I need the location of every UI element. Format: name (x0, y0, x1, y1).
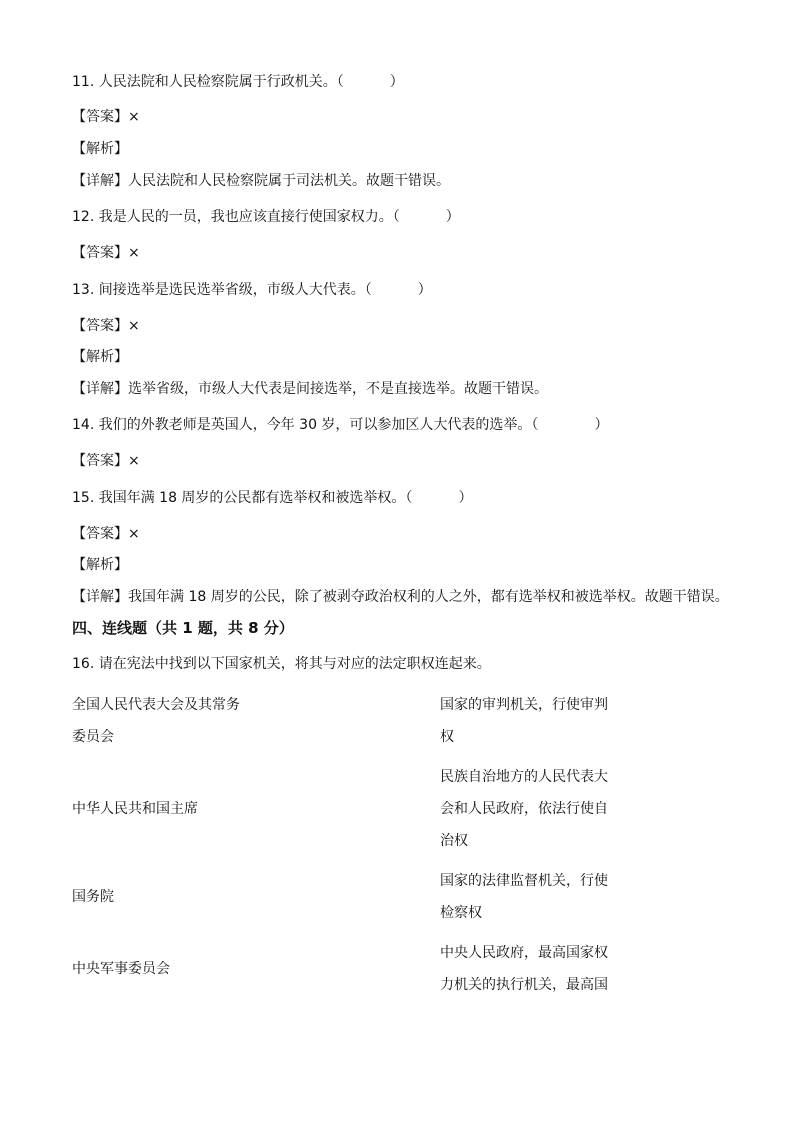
q16-left-item: 中华人民共和国主席 (72, 801, 198, 817)
q16-left-item: 全国人民代表大会及其常务 委员会 (72, 697, 240, 745)
q15-stem: 15. 我国年满 18 周岁的公民都有选举权和被选举权。（ ） (72, 490, 473, 506)
q16-right-item: 国家的审判机关，行使审判 权 (440, 697, 608, 745)
q13-analysis-label: 【解析】 (72, 349, 128, 365)
section-heading: 四、连线题（共 1 题，共 8 分） (72, 619, 294, 637)
q16-left-item: 中央军事委员会 (72, 961, 170, 977)
q16-right-item: 中央人民政府，最高国家权 力机关的执行机关，最高国 (440, 945, 608, 993)
q14-stem: 14. 我们的外教老师是英国人，今年 30 岁，可以参加区人大代表的选举。（ ） (72, 417, 609, 433)
q13-detail: 【详解】选举省级，市级人大代表是间接选举，不是直接选举。故题干错误。 (72, 381, 548, 397)
q13-stem: 13. 间接选举是选民选举省级，市级人大代表。（ ） (72, 282, 432, 298)
q16-stem: 16. 请在宪法中找到以下国家机关，将其与对应的法定职权连起来。 (72, 656, 491, 672)
q12-answer: 【答案】× (72, 245, 140, 261)
q16-right-item: 民族自治地方的人民代表大 会和人民政府，依法行使自 治权 (440, 769, 608, 849)
q11-answer: 【答案】× (72, 109, 140, 125)
q15-answer: 【答案】× (72, 526, 140, 542)
q16-left-item: 国务院 (72, 889, 114, 905)
q11-stem: 11. 人民法院和人民检察院属于行政机关。（ ） (72, 74, 404, 90)
q16-right-item: 国家的法律监督机关，行使 检察权 (440, 873, 608, 921)
q12-stem: 12. 我是人民的一员，我也应该直接行使国家权力。（ ） (72, 209, 460, 225)
q11-analysis-label: 【解析】 (72, 141, 128, 157)
q11-detail: 【详解】人民法院和人民检察院属于司法机关。故题干错误。 (72, 173, 450, 189)
q15-analysis-label: 【解析】 (72, 557, 128, 573)
q15-detail: 【详解】我国年满 18 周岁的公民，除了被剥夺政治权利的人之外，都有选举权和被选举权。故题干错误。 (72, 589, 729, 605)
q14-answer: 【答案】× (72, 453, 140, 469)
q13-answer: 【答案】× (72, 318, 140, 334)
